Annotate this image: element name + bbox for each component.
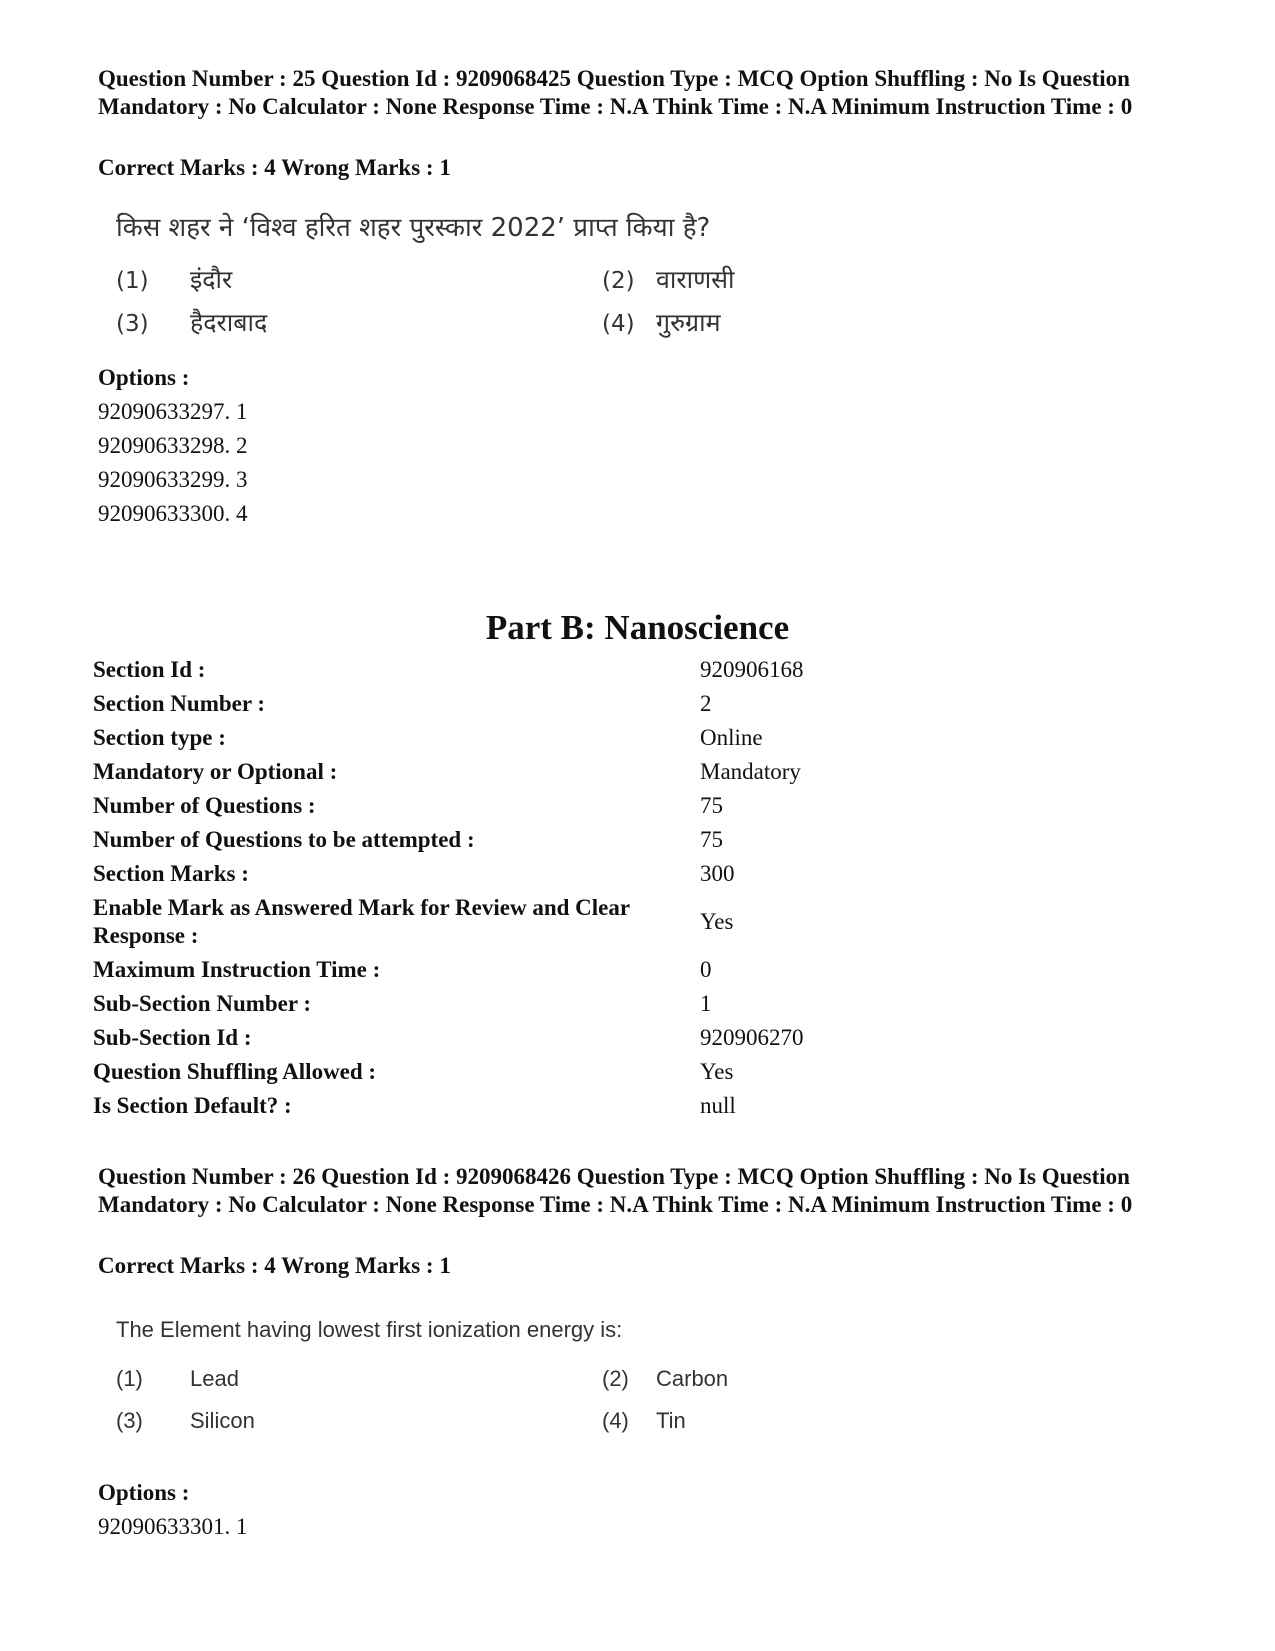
- section-value: Online: [700, 725, 763, 750]
- section-label: Section Number :: [93, 691, 266, 716]
- section-value: Yes: [700, 909, 734, 934]
- choice-text: Lead: [190, 1366, 239, 1391]
- section-label: Sub-Section Id :: [93, 1025, 252, 1050]
- q25-option-1: 92090633297. 1: [98, 399, 248, 424]
- question-25-text: किस शहर ने ‘विश्व हरित शहर पुरस्कार 2022’ प्राप्त किया है?: [116, 213, 711, 243]
- choice-number: (3): [116, 1408, 143, 1433]
- q25-choice-3: [116, 305, 267, 339]
- q26-choice-4: [602, 1408, 686, 1434]
- q25-option-3: 92090633299. 3: [98, 467, 248, 492]
- q25-option-2: 92090633298. 2: [98, 433, 248, 458]
- choice-number: (1): [116, 1366, 143, 1391]
- question-26-marks: Correct Marks : 4 Wrong Marks : 1: [98, 1253, 451, 1278]
- choice-number: (4): [602, 311, 635, 337]
- q25-options-label: Options :: [98, 365, 190, 390]
- section-value: 2: [700, 691, 712, 716]
- choice-text: Tin: [656, 1408, 686, 1433]
- q25-choice-4: [602, 305, 721, 339]
- q26-choice-3: [116, 1408, 255, 1434]
- q25-option-4: 92090633300. 4: [98, 501, 248, 526]
- section-label: Is Section Default? :: [93, 1093, 292, 1118]
- section-label: Section Marks :: [93, 861, 249, 886]
- section-value: 0: [700, 957, 712, 982]
- choice-text: Silicon: [190, 1408, 255, 1433]
- section-label: Number of Questions :: [93, 793, 316, 818]
- section-label: Section type :: [93, 725, 226, 750]
- section-value: Yes: [700, 1059, 734, 1084]
- question-26-meta: Question Number : 26 Question Id : 9209068426 Question Type : MCQ Option Shuffling : No Is Question Mandatory : No Calculator : None Response Time : N.A Think Time : N.A Minimum Instruction Time : 0: [98, 1164, 1133, 1217]
- q25-choice-1: [116, 262, 232, 296]
- choice-number: (3): [116, 311, 149, 337]
- q26-option-1: 92090633301. 1: [98, 1514, 248, 1539]
- choice-text: इंदौर: [190, 265, 233, 294]
- q26-choice-2: [602, 1366, 728, 1392]
- choice-text: Carbon: [656, 1366, 729, 1391]
- section-label: Question Shuffling Allowed :: [93, 1059, 377, 1084]
- question-26-text: The Element having lowest first ionization energy is:: [116, 1317, 623, 1342]
- q25-choice-2: [602, 262, 735, 296]
- section-label: Number of Questions to be attempted :: [93, 827, 475, 852]
- choice-text: गुरुग्राम: [656, 308, 721, 337]
- section-value: null: [700, 1093, 736, 1118]
- section-value: 920906168: [700, 657, 804, 682]
- question-25-marks: Correct Marks : 4 Wrong Marks : 1: [98, 155, 451, 180]
- section-value: 75: [700, 827, 723, 852]
- choice-text: हैदराबाद: [190, 308, 268, 337]
- section-label: Enable Mark as Answered Mark for Review and Clear Response :: [93, 895, 630, 948]
- q26-options-label: Options :: [98, 1480, 190, 1505]
- choice-number: (4): [602, 1408, 629, 1433]
- section-value: 920906270: [700, 1025, 804, 1050]
- section-label: Sub-Section Number :: [93, 991, 312, 1016]
- section-label: Section Id :: [93, 657, 206, 682]
- section-value: 75: [700, 793, 723, 818]
- section-label: Maximum Instruction Time :: [93, 957, 381, 982]
- choice-number: (1): [116, 268, 149, 294]
- choice-number: (2): [602, 1366, 629, 1391]
- choice-text: वाराणसी: [656, 265, 735, 294]
- question-25-meta: Question Number : 25 Question Id : 9209068425 Question Type : MCQ Option Shuffling : No Is Question Mandatory : No Calculator : None Response Time : N.A Think Time : N.A Minimum Instruction Time : 0: [98, 66, 1133, 119]
- section-value: Mandatory: [700, 759, 801, 784]
- section-label: Mandatory or Optional :: [93, 759, 338, 784]
- choice-number: (2): [602, 268, 635, 294]
- section-value: 1: [700, 991, 712, 1016]
- part-title: Part B: Nanoscience: [485, 608, 790, 647]
- q26-choice-1: [116, 1366, 239, 1392]
- section-value: 300: [700, 861, 735, 886]
